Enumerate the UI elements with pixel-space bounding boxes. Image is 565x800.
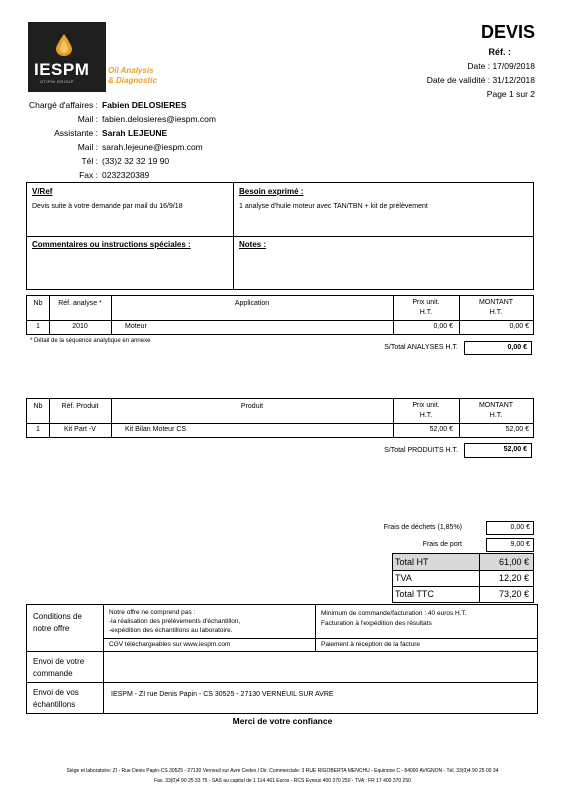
table-header: Nb (33, 403, 43, 410)
comments-label: Commentaires ou instructions spéciales : (32, 240, 191, 249)
contact-value: (33)2 32 32 19 90 (102, 156, 170, 166)
table-header: H.T. (419, 412, 433, 419)
conditions-block (26, 604, 538, 714)
total-ttc-value: 73,20 € (498, 589, 529, 599)
table-cell: 52,00 € (505, 426, 529, 433)
total-ht-label: Total HT (395, 557, 429, 567)
contact-row (28, 114, 328, 127)
port-value: 9,00 € (486, 538, 534, 552)
contact-row (28, 128, 328, 141)
date: Date : 17/09/2018 (467, 61, 535, 71)
contact-label: Assistante : (54, 128, 98, 138)
minimum-order: Minimum de commande/facturation : 40 euros H.T. (321, 610, 467, 617)
logo-tagline-1: Oil Analysis (108, 66, 154, 75)
divider (103, 638, 537, 639)
contact-value: Fabien DELOSIERES (102, 100, 187, 110)
divider (27, 423, 533, 424)
conditions-line: -la réalisation des prélèvements d'échantillon, (109, 618, 241, 625)
table-header: H.T. (419, 309, 433, 316)
table-header: Nb (33, 300, 43, 307)
table-header: Prix unit. (412, 299, 440, 306)
totals-box (392, 553, 534, 603)
conditions-line: -expédition des échantillons au laboratoire. (109, 627, 233, 634)
samples-send-label: Envoi de vos échantillons (33, 688, 79, 709)
contact-row (28, 142, 328, 155)
contact-value: 0232320389 (102, 170, 150, 180)
contact-block (28, 100, 328, 185)
info-box (26, 182, 534, 290)
table-header: H.T. (489, 309, 503, 316)
tva-label: TVA (395, 573, 412, 583)
table-header: Réf. analyse * (58, 300, 102, 307)
vref-text: Devis suite à votre demande par mail du 16/9/18 (32, 203, 183, 210)
divider (27, 682, 537, 683)
contact-label: Mail : (77, 142, 98, 152)
besoin-text: 1 analyse d'huile moteur avec TAN/TBN + kit de prélèvement (239, 203, 428, 210)
divider (315, 605, 316, 651)
conditions-label: Conditions de notre offre (33, 612, 82, 633)
produits-subtotal-value: 52,00 € (464, 443, 532, 458)
analyses-subtotal-label: S/Total ANALYSES H.T. (384, 344, 458, 351)
table-header: Prix unit. (412, 402, 440, 409)
logo-brand: IESPM (34, 60, 90, 79)
produits-table (26, 398, 534, 438)
page-number: Page 1 sur 2 (486, 89, 535, 99)
logo-subtitle: OTIPM GROUP (40, 79, 74, 84)
divider (393, 586, 533, 587)
table-header: Produit (240, 403, 264, 410)
table-cell: 0,00 € (509, 323, 529, 330)
table-cell: 0,00 € (433, 323, 453, 330)
divider (27, 236, 533, 237)
footer-line-1: Siège et laboratoire: ZI - Rue Denis Papin-CS 30525 - 27130 Verneuil sur Avre Cedex / Dir. Commerciale: 3 RUE RIGOBERTA MENCHU - Equinoxe C - 84000 AVIGNON - Tél. 33(0)4 90 25 00 34 (66, 768, 499, 774)
cgv-link[interactable]: CGV téléchargeables sur www.iespm.com (109, 641, 231, 648)
table-header: MONTANT (478, 299, 514, 306)
table-cell: 1 (36, 426, 40, 433)
contact-label: Chargé d'affaires : (28, 100, 98, 110)
oil-drop-icon (56, 34, 72, 56)
contact-row (28, 100, 328, 113)
conditions-line: Notre offre ne comprend pas : (109, 609, 196, 616)
validity-date: Date de validité : 31/12/2018 (426, 75, 535, 85)
document-title: DEVIS (480, 22, 535, 42)
analyses-subtotal-value: 0,00 € (464, 341, 532, 355)
besoin-label: Besoin exprimé : (239, 187, 304, 196)
lab-address: IESPM - ZI rue Denis Papin - CS 30525 - 27130 VERNEUIL SUR AVRE (111, 691, 334, 698)
dechets-label: Frais de déchets (1,85%) (383, 524, 462, 531)
divider (393, 570, 533, 571)
divider (27, 320, 533, 321)
port-label: Frais de port (422, 541, 462, 548)
table-header: H.T. (489, 412, 503, 419)
table-cell: 2010 (72, 323, 88, 330)
billing-note: Facturation à l'expédition des résultats (321, 620, 432, 627)
tva-value: 12,20 € (498, 573, 529, 583)
analyses-note: * Détail de la séquence analytique en annexe (30, 338, 151, 344)
logo-tagline-2: & Diagnostic (108, 76, 157, 85)
contact-label: Tél : (81, 156, 98, 166)
table-cell: Kit Part -V (64, 426, 96, 433)
contact-label: Fax : (79, 170, 98, 180)
contact-email[interactable]: fabien.delosieres@iespm.com (102, 114, 216, 124)
footer-line-2: Fax. 33(0)4 90 25 33 75 - SAS au capital de 1 114 461 Euros - RCS Evreux 400 370 250 - TVA : FR 17 400 370 250 (154, 778, 411, 784)
company-logo (28, 22, 106, 92)
divider (103, 605, 104, 713)
order-send-label: Envoi de votre commande (33, 657, 85, 678)
divider (479, 554, 480, 602)
total-ttc-label: Total TTC (395, 589, 434, 599)
table-cell: 52,00 € (429, 426, 453, 433)
total-ht-value: 61,00 € (498, 557, 529, 567)
table-header: MONTANT (478, 402, 514, 409)
vref-label: V/Ref (32, 187, 53, 196)
thanks-message: Merci de votre confiance (232, 716, 333, 726)
table-header: Application (234, 300, 270, 307)
table-cell: Moteur (125, 323, 147, 330)
table-cell: 1 (36, 323, 40, 330)
table-cell: Kit Bilan Moteur CS (125, 426, 187, 433)
dechets-value: 0,00 € (486, 521, 534, 535)
contact-email[interactable]: sarah.lejeune@iespm.com (102, 142, 203, 152)
notes-label: Notes : (239, 240, 267, 249)
contact-row (28, 156, 328, 169)
divider (27, 651, 537, 652)
contact-value: Sarah LEJEUNE (102, 128, 168, 138)
payment-terms: Paiement à réception de la facture (321, 641, 421, 648)
analyses-table (26, 295, 534, 335)
contact-label: Mail : (77, 114, 98, 124)
table-header: Réf. Produit (61, 403, 99, 410)
produits-subtotal-label: S/Total PRODUITS H.T. (384, 447, 458, 454)
reference: Réf. : (488, 47, 511, 57)
